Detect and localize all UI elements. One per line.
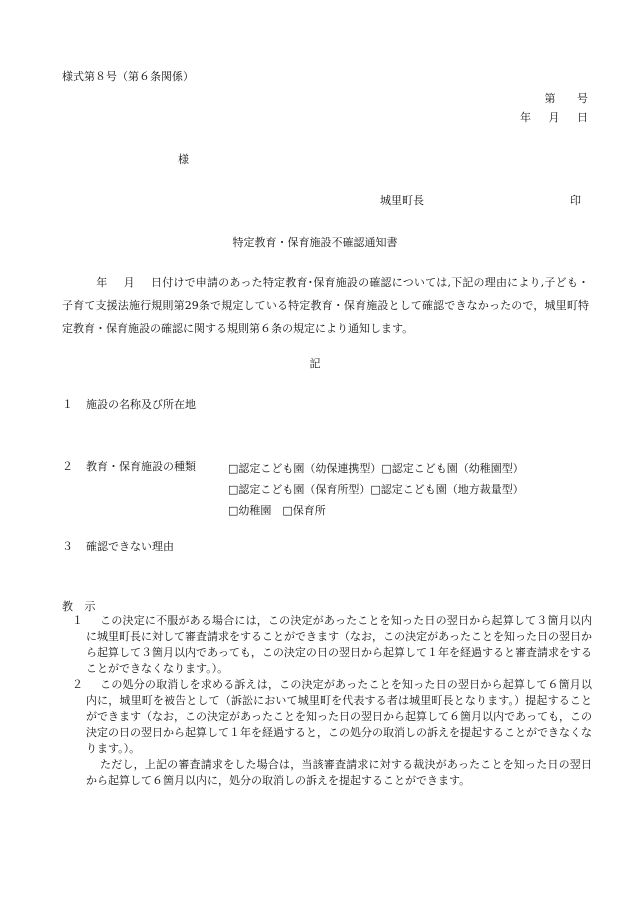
body-paragraph — [62, 271, 589, 340]
facility-type-row: □認定こども園（幼保連携型）□認定こども園（幼稚園型） — [228, 462, 524, 475]
notice-item-text: この決定に不服がある場合には，この決定があったことを知った日の翌日から起算して３箇月以内に城里町長に対して審査請求をすることができます（なお，この決定があったことを知った日の翌日から起算して３箇月以内であっても，この決定の日の翌日から起算して１年を経過すると審査請求をすることができなくなります。）。 — [86, 614, 592, 675]
form-number: 様式第８号（第６条関係） — [62, 70, 194, 83]
document-title: 特定教育・保育施設不確認通知書 — [232, 236, 398, 249]
body-text: 日付けで申請のあった特定教育･保育施設の確認については,下記の理由により,子ども・子育て支援法施行規則第29条で規定している特定教育・保育施設として確認できなかったので，城里町特定教育・保育施設の確認に関する規則第６条の規定により通知します。 — [62, 276, 590, 335]
item-label-facility-type: 教育・保育施設の種類 — [86, 460, 196, 473]
notice-item — [62, 613, 592, 677]
facility-type-row: □幼稚園 □保育所 — [228, 504, 326, 517]
body-year-label: 年 — [96, 276, 108, 289]
item-number-3: ３ — [62, 540, 73, 553]
document-number: 第 号 — [544, 92, 588, 105]
seal-mark: 印 — [570, 194, 581, 207]
notice-item-number: ２ — [72, 678, 83, 691]
notice-proviso: ただし，上記の審査請求をした場合は，当該審査請求に対する裁決があったことを知った日の翌日から起算して６箇月以内に，処分の取消しの訴えを提起することができます。 — [86, 758, 592, 787]
item-number-1: １ — [62, 398, 73, 411]
facility-type-row: □認定こども園（保育所型）□認定こども園（地方裁量型） — [228, 483, 524, 496]
notice-section — [62, 613, 592, 789]
item-label-reason: 確認できない理由 — [86, 540, 174, 553]
issue-date: 年 月 日 — [520, 111, 588, 124]
ki-heading: 記 — [309, 357, 321, 370]
item-label-facility-name: 施設の名称及び所在地 — [86, 398, 196, 411]
facility-type-options — [228, 458, 524, 521]
item-number-2: ２ — [62, 460, 73, 473]
notice-item-number: １ — [72, 614, 83, 627]
body-month-label: 月 — [123, 276, 135, 289]
notice-item — [62, 677, 592, 757]
addressee-suffix: 様 — [178, 153, 189, 166]
sender-name: 城里町長 — [380, 194, 424, 207]
notice-heading: 教 示 — [62, 600, 96, 613]
notice-item-text: この処分の取消しを求める訴えは，この決定があったことを知った日の翌日から起算して６箇月以内に，城里町を被告として（訴訟において城里町を代表する者は城里町長となります。）提起することができます（なお，この決定があったことを知った日の翌日から起算して６箇月以内であっても，この決定の日の翌日から起算して１年を経過すると，この処分の取消しの訴えを提起することができなくなります。）。 — [86, 678, 592, 755]
